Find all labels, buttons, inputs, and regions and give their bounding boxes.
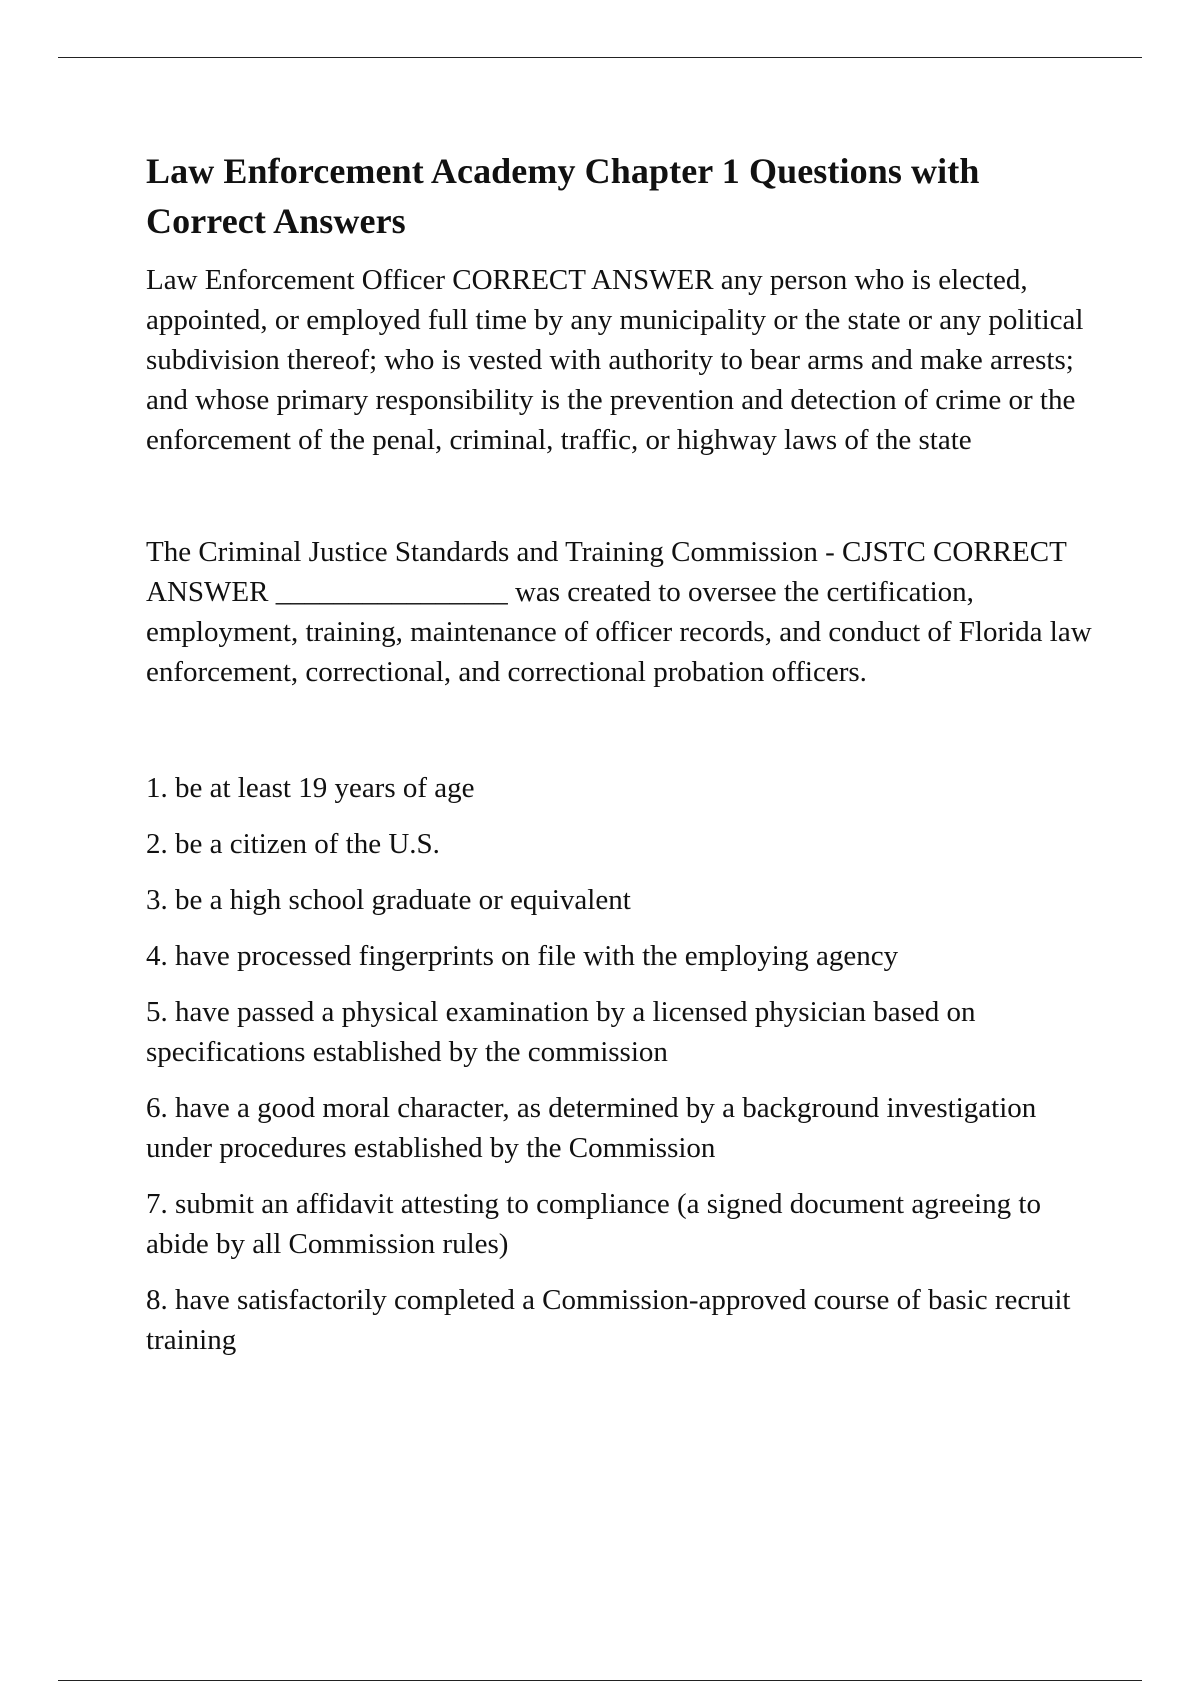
document-body: [146, 146, 1092, 1376]
definition-law-enforcement-officer: Law Enforcement Officer CORRECT ANSWER any person who is elected, appointed, or employed full time by any municipality or the state or any political subdivision thereof; who is vested with authority to bear arms and make arrests; and whose primary responsibility is the prevention and detection of crime or the enforcement of the penal, criminal, traffic, or highway laws of the state: [146, 264, 1084, 456]
list-item: 5. have passed a physical examination by a licensed physician based on specifications established by the commission: [146, 996, 976, 1068]
requirements-list: [146, 768, 1092, 1360]
document-title: Law Enforcement Academy Chapter 1 Questions with Correct Answers: [146, 151, 980, 241]
bottom-divider: [58, 1680, 1142, 1681]
list-item: 2. be a citizen of the U.S.: [146, 828, 440, 860]
list-item: 7. submit an affidavit attesting to compliance (a signed document agreeing to abide by all Commission rules): [146, 1188, 1041, 1260]
list-item: 3. be a high school graduate or equivalent: [146, 884, 631, 916]
list-item: 8. have satisfactorily completed a Commission-approved course of basic recruit training: [146, 1284, 1071, 1356]
definition-cjstc: The Criminal Justice Standards and Training Commission - CJSTC CORRECT ANSWER ________________ was created to oversee the certification, employment, training, maintenance of officer records, and conduct of Florida law enforcement, correctional, and correctional probation officers.: [146, 536, 1092, 688]
top-divider: [58, 57, 1142, 58]
list-item: 1. be at least 19 years of age: [146, 772, 475, 804]
list-item: 6. have a good moral character, as determined by a background investigation under procedures established by the Commission: [146, 1092, 1037, 1164]
list-item: 4. have processed fingerprints on file with the employing agency: [146, 940, 899, 972]
